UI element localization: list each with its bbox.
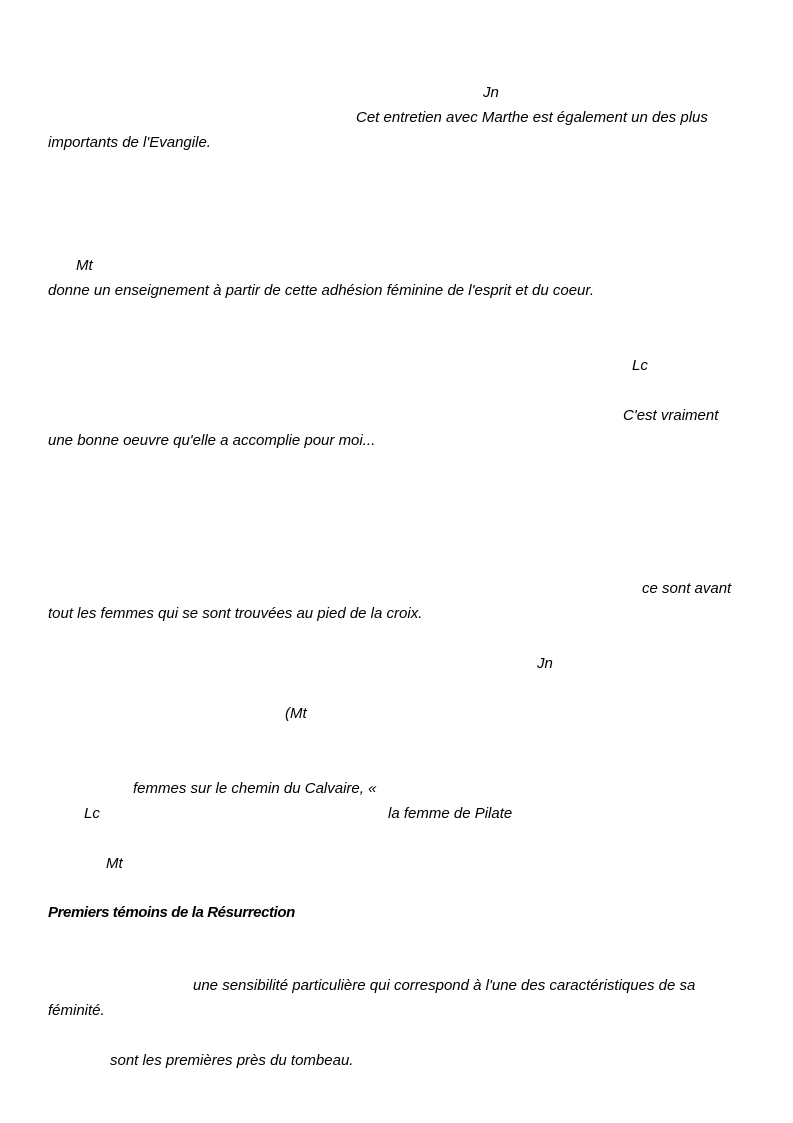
reference-lc-2: Lc	[84, 805, 100, 822]
reference-jn-2: Jn	[537, 655, 553, 672]
text-line: la femme de Pilate	[388, 805, 513, 822]
text-line: importants de l'Evangile.	[48, 134, 211, 151]
reference-mt-2: (Mt	[285, 705, 307, 722]
text-line: féminité.	[48, 1002, 105, 1019]
text-line: C'est vraiment	[623, 407, 719, 424]
text-line: ce sont avant	[642, 580, 732, 597]
reference-mt-3: Mt	[106, 855, 123, 872]
reference-mt-1: Mt	[76, 257, 93, 274]
text-line: une sensibilité particulière qui correspond à l'une des caractéristiques de sa	[193, 977, 696, 994]
reference-jn-1: Jn	[483, 84, 499, 101]
text-line: Cet entretien avec Marthe est également un des plus	[356, 109, 708, 126]
section-heading: Premiers témoins de la Résurrection	[48, 904, 295, 921]
text-line: tout les femmes qui se sont trouvées au pied de la croix.	[48, 605, 423, 622]
text-line: femmes sur le chemin du Calvaire, «	[133, 780, 377, 797]
text-line: donne un enseignement à partir de cette adhésion féminine de l'esprit et du coeur.	[48, 282, 594, 299]
text-line: sont les premières près du tombeau.	[110, 1052, 354, 1069]
text-line: une bonne oeuvre qu'elle a accomplie pour moi...	[48, 432, 376, 449]
reference-lc-1: Lc	[632, 357, 648, 374]
